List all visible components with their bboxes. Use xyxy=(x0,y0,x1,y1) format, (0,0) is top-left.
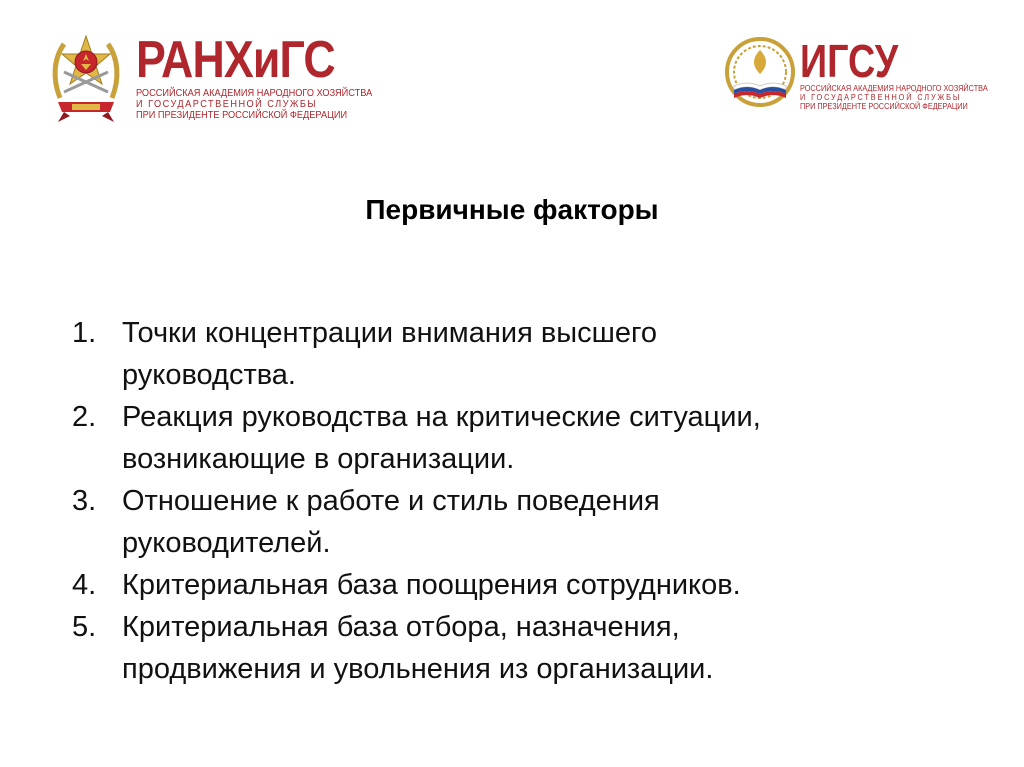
ranepa-emblem-icon xyxy=(50,28,122,124)
list-item xyxy=(72,312,972,396)
slide-title: Первичные факторы xyxy=(365,194,659,225)
list-item-text: Критериальная база поощрения сотрудников. xyxy=(122,569,741,601)
list-item-text: Точки концентрации внимания высшего руководства. xyxy=(122,317,658,391)
list-item-text: Критериальная база отбора, назначения, продвижения и увольнения из организации. xyxy=(122,611,714,685)
list-item-text: Отношение к работе и стиль поведения руководителей. xyxy=(122,485,660,559)
list-item xyxy=(72,480,972,564)
ranepa-tagline-line-2: И ГОСУДАРСТВЕННОЙ СЛУЖБЫ xyxy=(136,99,318,110)
ranepa-logo xyxy=(50,28,373,124)
list-item-number: 4. xyxy=(72,569,97,601)
ranepa-tagline-line-3: ПРИ ПРЕЗИДЕНТЕ РОССИЙСКОЙ ФЕДЕРАЦИИ xyxy=(136,110,348,121)
igsu-tagline-line-2: И ГОСУДАРСТВЕННОЙ СЛУЖБЫ xyxy=(800,92,962,102)
igsu-wordmark: ИГСУ xyxy=(800,35,899,87)
igsu-tagline-line-3: ПРИ ПРЕЗИДЕНТЕ РОССИЙСКОЙ ФЕДЕРАЦИИ xyxy=(800,101,968,111)
list-item-text: Реакция руководства на критические ситуации, возникающие в организации. xyxy=(122,401,761,475)
ranepa-wordmark: РАНХиГС xyxy=(136,31,335,89)
ranepa-tagline-line-1: РОССИЙСКАЯ АКАДЕМИЯ НАРОДНОГО ХОЗЯЙСТВА xyxy=(136,88,373,99)
list-item xyxy=(72,564,972,606)
list-item-number: 2. xyxy=(72,401,97,433)
list-item xyxy=(72,606,972,690)
list-item xyxy=(72,396,972,480)
factor-list xyxy=(72,312,972,690)
list-item-number: 3. xyxy=(72,485,97,517)
igsu-emblem-icon xyxy=(724,36,796,110)
list-item-number: 5. xyxy=(72,611,97,643)
igsu-tagline-line-1: РОССИЙСКАЯ АКАДЕМИЯ НАРОДНОГО ХОЗЯЙСТВА xyxy=(800,83,988,93)
list-item-number: 1. xyxy=(72,317,97,349)
igsu-logo xyxy=(724,35,988,116)
